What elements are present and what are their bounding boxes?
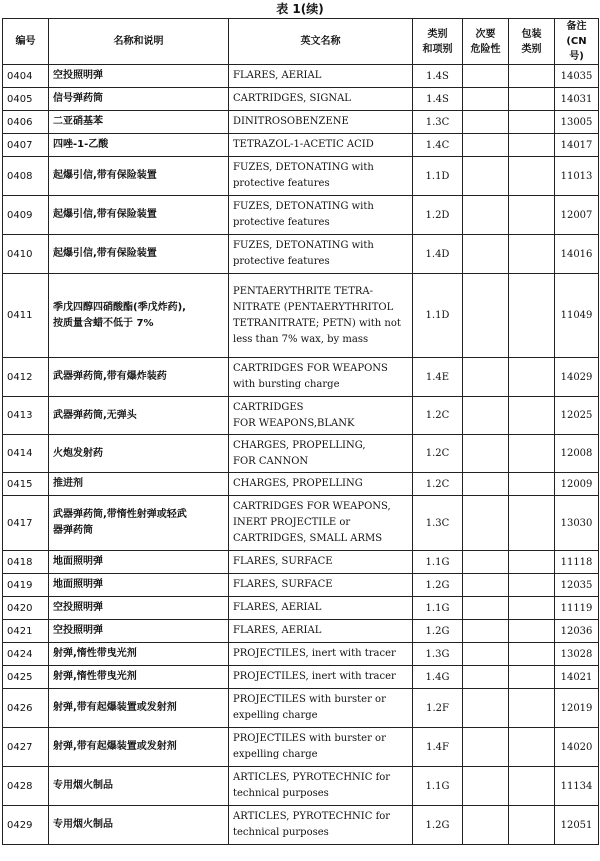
cell-class: 1.3C	[413, 496, 463, 551]
dangerous-goods-table	[2, 18, 599, 845]
cell-secondary-risk	[463, 666, 509, 689]
header-secondary-risk: 次要 危险性	[463, 19, 509, 65]
cell-english: ARTICLES, PYROTECHNIC for technical purposes	[229, 767, 413, 806]
cell-name: 四唑-1-乙酸	[49, 134, 229, 157]
cell-name: 季戊四醇四硝酸酯(季戊炸药), 按质量含蜡不低于 7%	[49, 274, 229, 358]
cell-class: 1.2G	[413, 574, 463, 597]
cell-code: 0426	[3, 689, 49, 728]
cell-class: 1.2C	[413, 397, 463, 435]
cell-secondary-risk	[463, 728, 509, 767]
cell-code: 0405	[3, 88, 49, 111]
header-code: 编号	[3, 19, 49, 65]
cell-name: 起爆引信,带有保险装置	[49, 196, 229, 235]
cell-english: TETRAZOL-1-ACETIC ACID	[229, 134, 413, 157]
cell-english: DINITROSOBENZENE	[229, 111, 413, 134]
cell-secondary-risk	[463, 551, 509, 574]
cell-packing-group	[509, 111, 555, 134]
cell-name: 空投照明弹	[49, 620, 229, 643]
cell-packing-group	[509, 496, 555, 551]
header-row	[3, 19, 599, 65]
cell-packing-group	[509, 473, 555, 496]
cell-code: 0414	[3, 435, 49, 473]
table-row	[3, 397, 599, 435]
table-row	[3, 806, 599, 845]
table-row	[3, 435, 599, 473]
header-packing-group: 包装 类别	[509, 19, 555, 65]
table-row	[3, 157, 599, 196]
cell-secondary-risk	[463, 65, 509, 88]
table-row	[3, 496, 599, 551]
cell-english: CHARGES, PROPELLING	[229, 473, 413, 496]
cell-code: 0407	[3, 134, 49, 157]
cell-note: 13005	[555, 111, 599, 134]
cell-class: 1.4C	[413, 134, 463, 157]
cell-packing-group	[509, 397, 555, 435]
cell-english: FUZES, DETONATING with protective features	[229, 196, 413, 235]
cell-packing-group	[509, 157, 555, 196]
cell-code: 0412	[3, 358, 49, 397]
table-row	[3, 274, 599, 358]
cell-class: 1.2F	[413, 689, 463, 728]
table-row	[3, 473, 599, 496]
cell-note: 14021	[555, 666, 599, 689]
table-row	[3, 574, 599, 597]
cell-packing-group	[509, 767, 555, 806]
cell-class: 1.2G	[413, 806, 463, 845]
cell-note: 11118	[555, 551, 599, 574]
cell-code: 0420	[3, 597, 49, 620]
cell-packing-group	[509, 435, 555, 473]
cell-english: CARTRIDGES FOR WEAPONS,BLANK	[229, 397, 413, 435]
cell-secondary-risk	[463, 435, 509, 473]
cell-name: 射弹,惰性带曳光剂	[49, 643, 229, 666]
cell-note: 13030	[555, 496, 599, 551]
cell-class: 1.4E	[413, 358, 463, 397]
cell-code: 0409	[3, 196, 49, 235]
cell-english: PROJECTILES with burster or expelling charge	[229, 689, 413, 728]
cell-note: 14029	[555, 358, 599, 397]
cell-english: FLARES, AERIAL	[229, 597, 413, 620]
cell-packing-group	[509, 551, 555, 574]
cell-packing-group	[509, 666, 555, 689]
cell-secondary-risk	[463, 111, 509, 134]
cell-secondary-risk	[463, 274, 509, 358]
cell-name: 地面照明弹	[49, 574, 229, 597]
cell-name: 空投照明弹	[49, 597, 229, 620]
cell-packing-group	[509, 65, 555, 88]
cell-secondary-risk	[463, 620, 509, 643]
table-row	[3, 597, 599, 620]
cell-class: 1.1G	[413, 597, 463, 620]
cell-code: 0424	[3, 643, 49, 666]
cell-code: 0408	[3, 157, 49, 196]
header-english: 英文名称	[229, 19, 413, 65]
table-row	[3, 88, 599, 111]
cell-english: FLARES, AERIAL	[229, 620, 413, 643]
cell-class: 1.1D	[413, 274, 463, 358]
cell-code: 0417	[3, 496, 49, 551]
header-class: 类别 和项别	[413, 19, 463, 65]
cell-name: 射弹,带有起爆装置或发射剂	[49, 689, 229, 728]
cell-note: 11134	[555, 767, 599, 806]
cell-secondary-risk	[463, 473, 509, 496]
header-note: 备注 (CN 号)	[555, 19, 599, 65]
cell-code: 0421	[3, 620, 49, 643]
cell-secondary-risk	[463, 397, 509, 435]
cell-note: 12009	[555, 473, 599, 496]
cell-code: 0419	[3, 574, 49, 597]
cell-secondary-risk	[463, 496, 509, 551]
cell-english: CHARGES, PROPELLING, FOR CANNON	[229, 435, 413, 473]
cell-name: 起爆引信,带有保险装置	[49, 157, 229, 196]
cell-english: FLARES, SURFACE	[229, 574, 413, 597]
cell-english: PENTAERYTHRITE TETRA- NITRATE (PENTAERYTHRITOL TETRANITRATE; PETN) with not less than 7% wax, by mass	[229, 274, 413, 358]
cell-code: 0425	[3, 666, 49, 689]
cell-class: 1.3G	[413, 643, 463, 666]
cell-secondary-risk	[463, 574, 509, 597]
cell-class: 1.4G	[413, 666, 463, 689]
cell-name: 武器弹药筒,带惰性射弹或轻武 器弹药筒	[49, 496, 229, 551]
table-row	[3, 666, 599, 689]
cell-note: 14035	[555, 65, 599, 88]
table-row	[3, 134, 599, 157]
cell-english: CARTRIDGES, SIGNAL	[229, 88, 413, 111]
cell-class: 1.2C	[413, 473, 463, 496]
cell-code: 0404	[3, 65, 49, 88]
cell-name: 射弹,惰性带曳光剂	[49, 666, 229, 689]
cell-note: 11119	[555, 597, 599, 620]
cell-name: 推进剂	[49, 473, 229, 496]
cell-code: 0413	[3, 397, 49, 435]
table-row	[3, 689, 599, 728]
cell-class: 1.4D	[413, 235, 463, 274]
cell-packing-group	[509, 574, 555, 597]
cell-name: 武器弹药筒,带有爆炸装药	[49, 358, 229, 397]
cell-english: CARTRIDGES FOR WEAPONS with bursting charge	[229, 358, 413, 397]
cell-note: 12051	[555, 806, 599, 845]
cell-name: 地面照明弹	[49, 551, 229, 574]
cell-note: 12035	[555, 574, 599, 597]
cell-packing-group	[509, 358, 555, 397]
cell-packing-group	[509, 643, 555, 666]
table-body	[3, 65, 599, 845]
cell-class: 1.2G	[413, 620, 463, 643]
cell-english: CARTRIDGES FOR WEAPONS, INERT PROJECTILE or CARTRIDGES, SMALL ARMS	[229, 496, 413, 551]
table-row	[3, 196, 599, 235]
cell-secondary-risk	[463, 597, 509, 620]
cell-class: 1.4S	[413, 65, 463, 88]
table-row	[3, 358, 599, 397]
cell-english: FUZES, DETONATING with protective features	[229, 157, 413, 196]
cell-packing-group	[509, 620, 555, 643]
cell-note: 14031	[555, 88, 599, 111]
cell-name: 二亚硝基苯	[49, 111, 229, 134]
cell-packing-group	[509, 88, 555, 111]
cell-packing-group	[509, 274, 555, 358]
cell-name: 专用烟火制品	[49, 767, 229, 806]
cell-note: 12036	[555, 620, 599, 643]
cell-class: 1.1G	[413, 551, 463, 574]
cell-class: 1.1G	[413, 767, 463, 806]
cell-packing-group	[509, 689, 555, 728]
cell-packing-group	[509, 196, 555, 235]
cell-note: 14017	[555, 134, 599, 157]
cell-packing-group	[509, 134, 555, 157]
cell-note: 12025	[555, 397, 599, 435]
cell-secondary-risk	[463, 643, 509, 666]
cell-secondary-risk	[463, 767, 509, 806]
table-row	[3, 65, 599, 88]
cell-code: 0429	[3, 806, 49, 845]
cell-secondary-risk	[463, 134, 509, 157]
cell-packing-group	[509, 728, 555, 767]
cell-english: FLARES, AERIAL	[229, 65, 413, 88]
cell-name: 空投照明弹	[49, 65, 229, 88]
cell-name: 信号弹药筒	[49, 88, 229, 111]
cell-class: 1.4F	[413, 728, 463, 767]
table-row	[3, 643, 599, 666]
cell-note: 11013	[555, 157, 599, 196]
cell-english: FUZES, DETONATING with protective features	[229, 235, 413, 274]
cell-packing-group	[509, 806, 555, 845]
cell-name: 火炮发射药	[49, 435, 229, 473]
cell-code: 0406	[3, 111, 49, 134]
cell-secondary-risk	[463, 88, 509, 111]
cell-secondary-risk	[463, 806, 509, 845]
cell-name: 起爆引信,带有保险装置	[49, 235, 229, 274]
cell-note: 13028	[555, 643, 599, 666]
table-row	[3, 620, 599, 643]
table-caption: 表 1(续)	[276, 2, 324, 16]
cell-class: 1.3C	[413, 111, 463, 134]
table-row	[3, 551, 599, 574]
cell-code: 0428	[3, 767, 49, 806]
cell-class: 1.4S	[413, 88, 463, 111]
cell-name: 专用烟火制品	[49, 806, 229, 845]
cell-note: 14020	[555, 728, 599, 767]
table-row	[3, 767, 599, 806]
cell-code: 0427	[3, 728, 49, 767]
cell-english: PROJECTILES, inert with tracer	[229, 666, 413, 689]
cell-name: 射弹,带有起爆装置或发射剂	[49, 728, 229, 767]
cell-english: PROJECTILES with burster or expelling charge	[229, 728, 413, 767]
cell-packing-group	[509, 597, 555, 620]
cell-secondary-risk	[463, 689, 509, 728]
table-row	[3, 728, 599, 767]
cell-note: 14016	[555, 235, 599, 274]
cell-code: 0410	[3, 235, 49, 274]
header-name: 名称和说明	[49, 19, 229, 65]
cell-secondary-risk	[463, 157, 509, 196]
cell-secondary-risk	[463, 235, 509, 274]
cell-name: 武器弹药筒,无弹头	[49, 397, 229, 435]
cell-packing-group	[509, 235, 555, 274]
cell-english: FLARES, SURFACE	[229, 551, 413, 574]
cell-secondary-risk	[463, 358, 509, 397]
cell-code: 0411	[3, 274, 49, 358]
cell-class: 1.1D	[413, 157, 463, 196]
cell-note: 12007	[555, 196, 599, 235]
cell-class: 1.2D	[413, 196, 463, 235]
cell-note: 12019	[555, 689, 599, 728]
table-row	[3, 111, 599, 134]
cell-secondary-risk	[463, 196, 509, 235]
table-row	[3, 235, 599, 274]
cell-note: 12008	[555, 435, 599, 473]
cell-english: PROJECTILES, inert with tracer	[229, 643, 413, 666]
cell-class: 1.2C	[413, 435, 463, 473]
cell-english: ARTICLES, PYROTECHNIC for technical purposes	[229, 806, 413, 845]
cell-code: 0415	[3, 473, 49, 496]
cell-note: 11049	[555, 274, 599, 358]
cell-code: 0418	[3, 551, 49, 574]
